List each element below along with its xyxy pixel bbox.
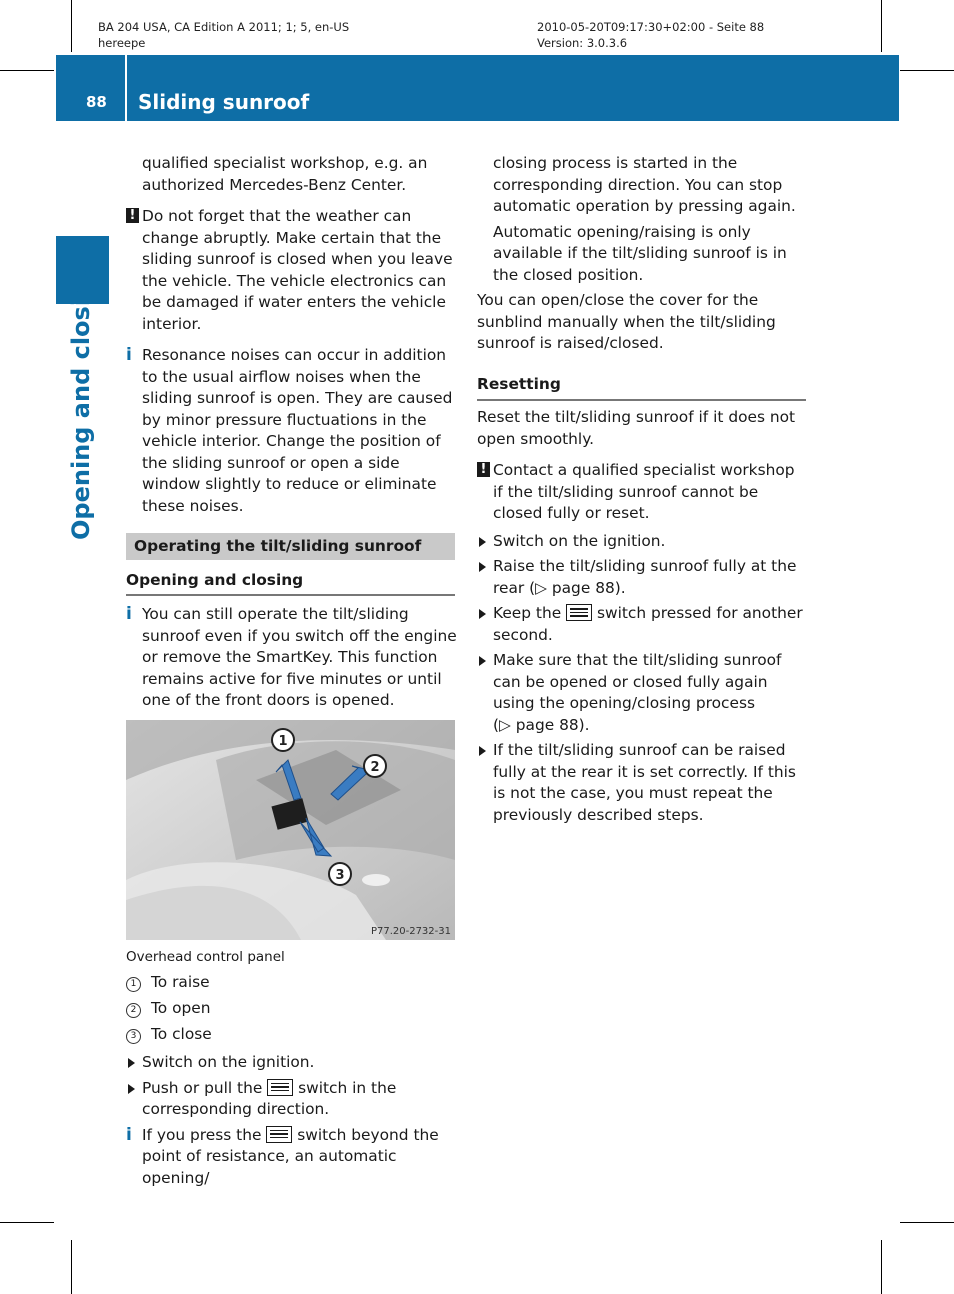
info-icon: i <box>126 345 132 365</box>
info-text: If you press the <box>142 1125 262 1144</box>
info-icon: i <box>126 604 132 624</box>
sunroof-switch-icon <box>266 1126 292 1143</box>
section-heading <box>126 533 455 560</box>
cover-paragraph: You can open/close the cover for the sunblind manually when the tilt/sliding sunroof is raised/closed. <box>477 291 776 352</box>
page-ref: page 88). <box>551 578 626 597</box>
meta-left-line2: hereepe <box>98 36 146 50</box>
subheading-rule <box>477 399 806 401</box>
info-text: switch beyond the point of resistance, an automatic opening/ <box>142 1125 439 1187</box>
info-text: You can still operate the tilt/sliding sunroof even if you switch off the engine or remove the SmartKey. This function remains active for five minutes or until one of the front doors is opened. <box>142 605 457 709</box>
legend-label: To open <box>151 999 211 1017</box>
instruction-step <box>126 1052 458 1074</box>
page-ref-icon: ▷ <box>499 715 516 734</box>
warning-icon: ! <box>477 462 490 477</box>
left-column-info <box>126 604 458 712</box>
instruction-step <box>477 740 809 826</box>
print-meta-right <box>537 19 764 51</box>
info-note <box>126 604 458 712</box>
svg-text:1: 1 <box>278 734 288 749</box>
crop-mark <box>881 0 882 52</box>
reset-paragraph: Reset the tilt/sliding sunroof if it does not open smoothly. <box>477 408 796 448</box>
figure-caption: Overhead control panel <box>126 949 285 965</box>
step-text: switch pressed for another second. <box>493 604 803 644</box>
instruction-step <box>477 650 809 736</box>
step-text: switch in the corresponding direction. <box>142 1078 397 1118</box>
subheading-resetting: Resetting <box>477 375 561 393</box>
legend-item <box>126 969 458 995</box>
crop-mark <box>71 0 72 52</box>
step-arrow-icon <box>479 609 486 619</box>
step-arrow-icon <box>128 1058 135 1068</box>
step-arrow-icon <box>479 746 486 756</box>
step-text: Keep the <box>493 604 562 622</box>
right-column-upper <box>477 153 809 355</box>
crop-mark <box>71 1240 72 1294</box>
crop-mark <box>900 70 954 71</box>
sunroof-switch-icon <box>267 1079 293 1096</box>
step-text: Switch on the ignition. <box>142 1053 315 1071</box>
svg-text:3: 3 <box>335 868 345 883</box>
instruction-step <box>477 556 809 599</box>
meta-right-line1: 2010-05-20T09:17:30+02:00 - Seite 88 <box>537 20 765 34</box>
svg-text:2: 2 <box>370 760 380 775</box>
warning-note <box>477 460 809 525</box>
warning-note <box>126 206 458 335</box>
subheading-rule <box>126 594 455 596</box>
legend-item <box>126 1021 458 1047</box>
crop-mark <box>881 1240 882 1294</box>
step-text: If the tilt/sliding sunroof can be raised fully at the rear it is set correctly. If this is not the case, you must repeat the previously described steps. <box>493 741 796 824</box>
intro-paragraph: qualified specialist workshop, e.g. an authorized Mercedes-Benz Center. <box>142 154 428 194</box>
print-meta-left <box>98 19 349 51</box>
page-ref-icon: ▷ <box>535 578 552 597</box>
legend-item <box>126 995 458 1021</box>
subheading: Opening and closing <box>126 571 304 589</box>
figure-legend <box>126 969 458 1047</box>
figure-overhead-panel <box>126 720 455 940</box>
step-arrow-icon <box>479 562 486 572</box>
instruction-step <box>477 531 809 553</box>
step-text: Make sure that the tilt/sliding sunroof can be opened or closed fully again using the opening/closing process ( <box>493 651 782 734</box>
legend-number: 2 <box>126 1003 141 1018</box>
overhead-panel-illustration <box>126 720 455 940</box>
header-divider <box>125 55 127 121</box>
step-text: Switch on the ignition. <box>493 531 666 550</box>
warning-text: Contact a qualified specialist workshop if the tilt/sliding sunroof cannot be closed fully or reset. <box>493 461 795 522</box>
section-title: Operating the tilt/sliding sunroof <box>134 537 422 555</box>
side-tab-label: Opening and closing <box>67 263 95 540</box>
meta-left-line1: BA 204 USA, CA Edition A 2011; 1; 5, en-US <box>98 20 350 34</box>
instruction-step <box>126 1078 458 1121</box>
page-header <box>56 55 899 121</box>
continued-paragraph: closing process is started in the corresponding direction. You can stop automatic operation by pressing again. <box>493 154 796 215</box>
page-number: 88 <box>86 93 107 111</box>
left-column-steps <box>126 1052 458 1189</box>
legend-number: 1 <box>126 977 141 992</box>
step-arrow-icon <box>479 537 486 547</box>
instruction-step <box>477 603 809 646</box>
right-column-reset <box>477 407 809 826</box>
info-note <box>126 1125 458 1190</box>
figure-code: P77.20-2732-31 <box>370 926 451 937</box>
step-arrow-icon <box>479 656 486 666</box>
crop-mark <box>0 70 54 71</box>
step-text: Push or pull the <box>142 1078 263 1097</box>
info-note <box>126 345 458 517</box>
step-arrow-icon <box>128 1084 135 1094</box>
crop-mark <box>0 1222 54 1223</box>
crop-mark <box>900 1222 954 1223</box>
legend-number: 3 <box>126 1029 141 1044</box>
sunroof-switch-icon <box>566 604 592 621</box>
legend-label: To close <box>151 1025 212 1043</box>
warning-icon: ! <box>126 208 139 223</box>
warning-text: Do not forget that the weather can change abruptly. Make certain that the sliding sunroof is closed when you leave the vehicle. The vehicle electronics can be damaged if water enters the vehicle interior. <box>142 207 453 333</box>
step-text: Raise the tilt/sliding sunroof fully at the rear ( <box>493 557 797 597</box>
page-ref: page 88). <box>515 715 590 734</box>
page-title: Sliding sunroof <box>138 90 310 114</box>
left-column-upper <box>126 153 458 517</box>
auto-paragraph: Automatic opening/raising is only available if the tilt/sliding sunroof is in the closed position. <box>493 222 787 284</box>
legend-label: To raise <box>151 973 210 991</box>
meta-right-line2: Version: 3.0.3.6 <box>537 36 628 50</box>
info-icon: i <box>126 1124 132 1145</box>
info-text: Resonance noises can occur in addition to the usual airflow noises when the sliding sunroof is open. They are caused by minor pressure fluctuations in the vehicle interior. Change the position of the sliding sunroof or open a side window slightly to reduce or eliminate these noises. <box>142 346 453 515</box>
